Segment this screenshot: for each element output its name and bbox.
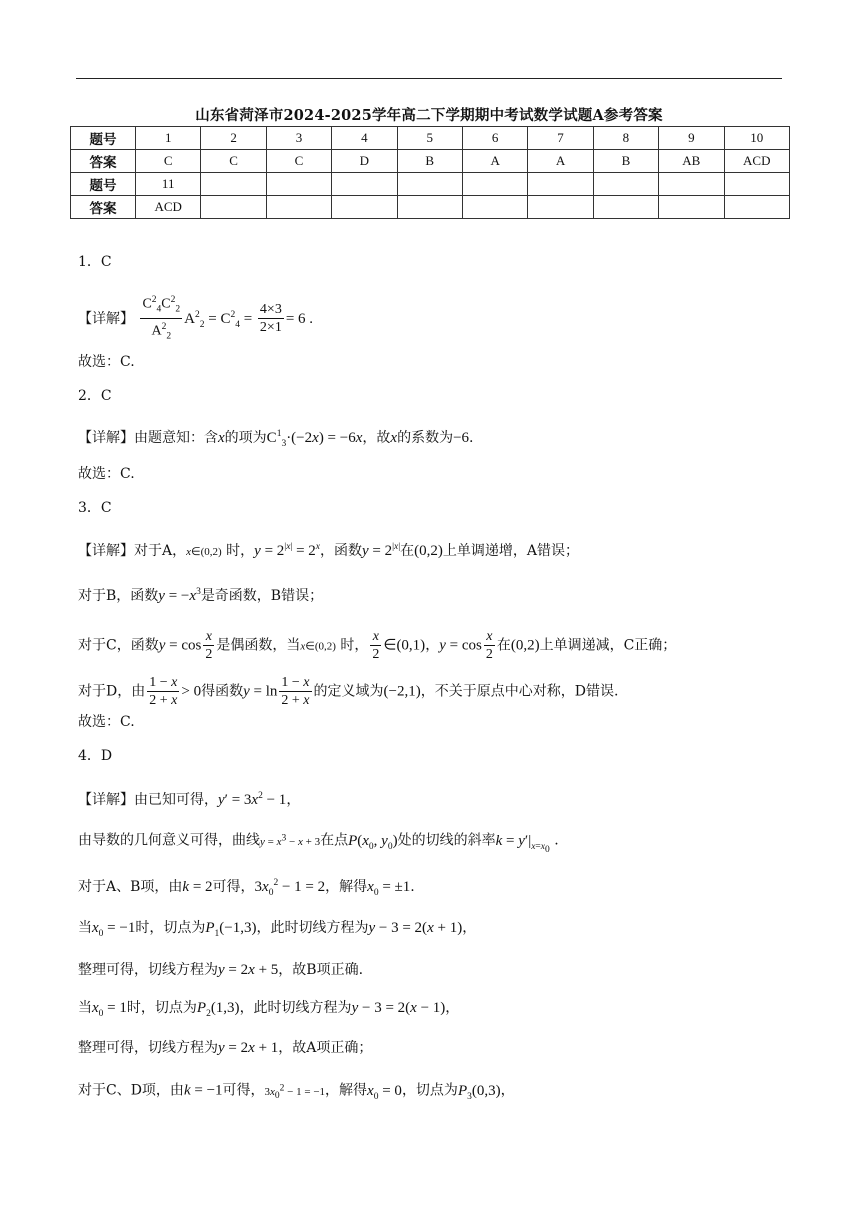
detail-tag: 【详解】 bbox=[78, 310, 134, 327]
q4-line-3: 对于A、B项，由k = 2可得，$3x_0^2 - 1 = 2$，解得$x_0 = \pm 1$. bbox=[78, 878, 415, 898]
table-cell: 2 bbox=[201, 127, 266, 150]
q2-heading: 2．C bbox=[78, 388, 112, 404]
table-row-question-numbers-1 bbox=[71, 127, 790, 150]
table-cell bbox=[332, 173, 397, 196]
table-cell bbox=[593, 173, 658, 196]
q4-line-6: 当$x_0 = 1$时，切点为$P_2(1,3)$，此时切线方程为y − 3 = 2(x − 1)， bbox=[78, 1000, 460, 1019]
table-row-answers-1 bbox=[71, 150, 790, 173]
table-cell bbox=[201, 196, 266, 219]
document-title: 山东省菏泽市2024-2025学年高二下学期期中考试数学试题A参考答案 bbox=[195, 107, 663, 124]
q3-heading: 3．C bbox=[78, 500, 112, 516]
q4-heading: 4．D bbox=[78, 748, 113, 764]
q1-fraction-2: $\frac{4\times 3}{2\times 1}$ bbox=[259, 302, 282, 336]
q2-choose: 故选：C. bbox=[78, 466, 135, 482]
table-cell: ACD bbox=[136, 196, 201, 219]
table-cell bbox=[397, 173, 462, 196]
table-cell: 10 bbox=[724, 127, 789, 150]
detail-tag: 【详解】 bbox=[78, 543, 134, 559]
q4-line-2: 由导数的几何意义可得，曲线$y = x^3 - x + 3$在点$P(x_0$, $y_0$)处的切线的斜率$k = y'|_{x=x_0}$ . bbox=[78, 832, 559, 855]
table-cell: 6 bbox=[462, 127, 527, 150]
answer-table bbox=[70, 126, 790, 219]
table-cell: 1 bbox=[136, 127, 201, 150]
table-cell: AB bbox=[659, 150, 724, 173]
q3-option-a: 【详解】对于A，x∈(0,2) 时，$y = 2^{|x|} = 2^x$，函数$y = 2^{|x|}$在(0,2)上单调递增，A错误； bbox=[78, 542, 580, 559]
q3-option-d: 对于D，由 $\frac{1 - x}{2 + x}$ > 0得函数y = ln $\frac{1 - x}{2 + x}$ 的定义域为(−2,1)，不关于原点中心对称，D错误. bbox=[78, 675, 619, 708]
table-cell: B bbox=[397, 150, 462, 173]
table-cell bbox=[266, 196, 331, 219]
q3-choose: 故选：C. bbox=[78, 714, 135, 730]
table-header-answer: 答案 bbox=[71, 196, 136, 219]
table-row-answers-2 bbox=[71, 196, 790, 219]
table-cell: D bbox=[332, 150, 397, 173]
table-cell bbox=[724, 173, 789, 196]
q4-line-5: 整理可得，切线方程为y = 2x + 5，故B项正确. bbox=[78, 962, 364, 978]
q1-choose: 故选：C. bbox=[78, 354, 135, 370]
detail-tag: 【详解】 bbox=[78, 430, 134, 446]
q4-line-8: 对于C、D项，由k = −1可得，$3x_0^2 - 1 = -1$，解得$x_0 = 0$，切点为$P_3(0,3)$， bbox=[78, 1082, 515, 1102]
q1-detail: 【详解】 $\frac{C^2_4C^2_2}{A^2_2}$ $A^2_2 = C^2_4$ = $\frac{4\times 3}{2\times 1}$ = 6 . bbox=[78, 292, 313, 346]
q2-detail: 【详解】由题意知：含x的项为$C^1_3\cdot(-2x) = -6x$，故x的系数为−6. bbox=[78, 429, 474, 449]
q3-option-b: 对于B，函数$y = -x^3$是奇函数，B错误； bbox=[78, 587, 324, 604]
q3-option-c: 对于C，函数y = cos $\frac{x}{2}$ 是偶函数，当x∈(0,2) 时， $\frac{x}{2}$ ∈(0,1)，y = cos $\frac{x}{2}$ 在(0,2)上单调递减，C正确； bbox=[78, 629, 677, 662]
table-cell bbox=[659, 173, 724, 196]
detail-tag: 【详解】 bbox=[78, 792, 134, 808]
table-cell: C bbox=[266, 150, 331, 173]
table-cell: B bbox=[593, 150, 658, 173]
table-cell bbox=[659, 196, 724, 219]
table-cell: A bbox=[528, 150, 593, 173]
table-cell bbox=[332, 196, 397, 219]
header-rule bbox=[76, 78, 782, 79]
table-cell: 11 bbox=[136, 173, 201, 196]
table-cell: 5 bbox=[397, 127, 462, 150]
q4-line-1: 【详解】由已知可得，$y' = 3x^2 - 1$， bbox=[78, 791, 301, 808]
table-cell: C bbox=[136, 150, 201, 173]
table-cell bbox=[528, 173, 593, 196]
table-cell: 9 bbox=[659, 127, 724, 150]
table-cell bbox=[462, 196, 527, 219]
table-cell bbox=[266, 173, 331, 196]
table-cell: 8 bbox=[593, 127, 658, 150]
table-cell: A bbox=[462, 150, 527, 173]
q1-heading: 1．C bbox=[78, 254, 112, 270]
table-header-question: 题号 bbox=[71, 127, 136, 150]
table-cell bbox=[462, 173, 527, 196]
table-row-question-numbers-2 bbox=[71, 173, 790, 196]
table-cell bbox=[724, 196, 789, 219]
table-cell: 3 bbox=[266, 127, 331, 150]
table-cell: 4 bbox=[332, 127, 397, 150]
table-cell bbox=[201, 173, 266, 196]
table-cell bbox=[528, 196, 593, 219]
table-header-answer: 答案 bbox=[71, 150, 136, 173]
table-cell: ACD bbox=[724, 150, 789, 173]
table-header-question: 题号 bbox=[71, 173, 136, 196]
table-cell: C bbox=[201, 150, 266, 173]
q1-fraction-1: $\frac{C^2_4C^2_2}{A^2_2}$ bbox=[140, 292, 182, 346]
q4-line-4: 当$x_0 = -1$时，切点为$P_1(-1,3)$，此时切线方程为y − 3 = 2(x + 1)， bbox=[78, 920, 477, 939]
table-cell bbox=[397, 196, 462, 219]
q4-line-7: 整理可得，切线方程为y = 2x + 1，故A项正确； bbox=[78, 1040, 373, 1056]
table-cell bbox=[593, 196, 658, 219]
table-cell: 7 bbox=[528, 127, 593, 150]
